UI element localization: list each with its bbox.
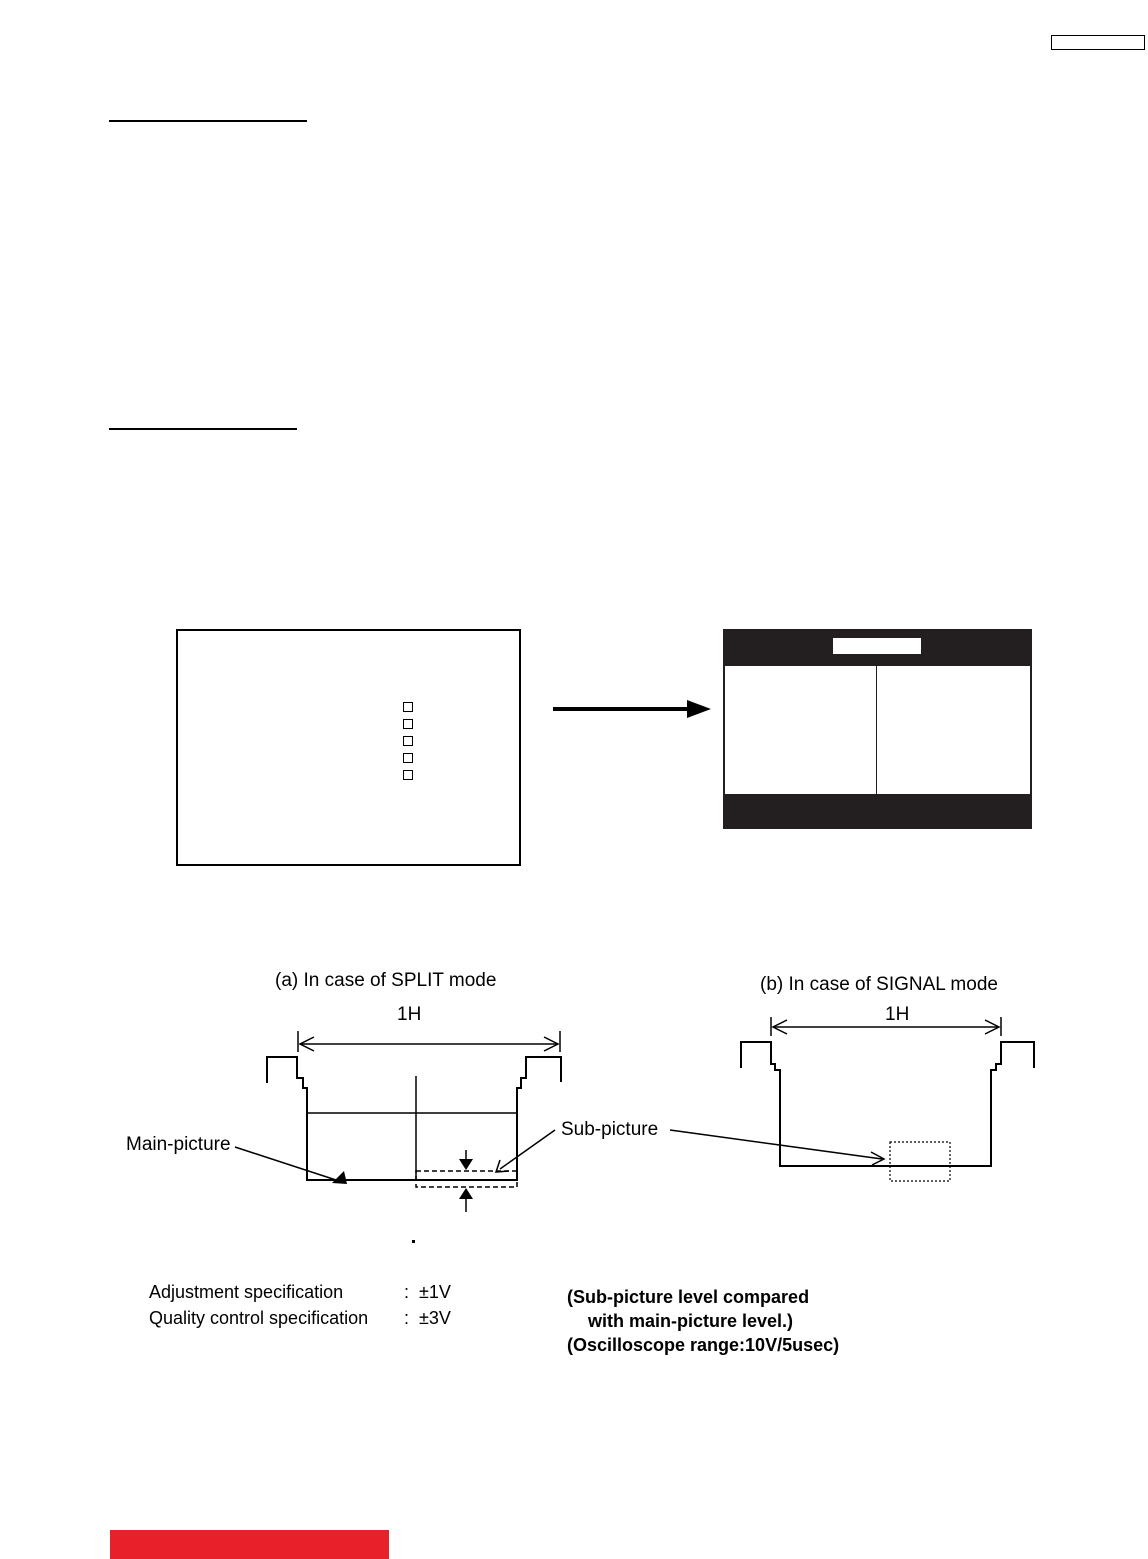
waveform-b-period-label: 1H bbox=[885, 1004, 910, 1025]
menu-checkbox-1 bbox=[403, 702, 413, 712]
note-line-1: (Sub-picture level compared bbox=[567, 1287, 810, 1307]
adjustment-spec-label: Adjustment specification bbox=[149, 1282, 344, 1302]
note-line-3: (Oscilloscope range:10V/5usec) bbox=[567, 1335, 840, 1355]
osd-split-screen bbox=[723, 629, 1032, 829]
waveform-a-period-label: 1H bbox=[397, 1004, 422, 1025]
menu-checkbox-3 bbox=[403, 736, 413, 746]
osd-title-field bbox=[833, 638, 921, 654]
section-heading-underline-2 bbox=[109, 428, 297, 430]
stray-mark bbox=[412, 1240, 415, 1243]
note-line-2: with main-picture level.) bbox=[588, 1311, 794, 1331]
adjustment-spec-value: ±1V bbox=[419, 1282, 451, 1302]
sub-picture-label: Sub-picture bbox=[561, 1119, 659, 1140]
menu-panel bbox=[176, 629, 521, 866]
menu-checkbox-2 bbox=[403, 719, 413, 729]
osd-header-bar bbox=[725, 631, 1030, 666]
transition-arrow-icon bbox=[553, 697, 713, 721]
osd-split-divider bbox=[876, 666, 877, 798]
section-heading-underline-1 bbox=[109, 120, 307, 122]
osd-footer-bar bbox=[725, 794, 1030, 827]
page-reference-box bbox=[1051, 35, 1145, 50]
quality-spec-label: Quality control specification bbox=[149, 1308, 369, 1328]
menu-checkbox-5 bbox=[403, 770, 413, 780]
main-picture-label: Main-picture bbox=[126, 1134, 231, 1155]
waveform-a-caption: (a) In case of SPLIT mode bbox=[275, 970, 497, 991]
footer-red-bar bbox=[110, 1530, 389, 1559]
menu-checkbox-4 bbox=[403, 753, 413, 763]
quality-spec-value: ±3V bbox=[419, 1308, 451, 1328]
signal-mode-waveform bbox=[660, 1000, 1048, 1190]
quality-spec-separator: : bbox=[404, 1308, 410, 1328]
adjustment-spec-separator: : bbox=[404, 1282, 410, 1302]
waveform-b-caption: (b) In case of SIGNAL mode bbox=[760, 974, 998, 995]
split-mode-waveform bbox=[110, 1000, 580, 1225]
